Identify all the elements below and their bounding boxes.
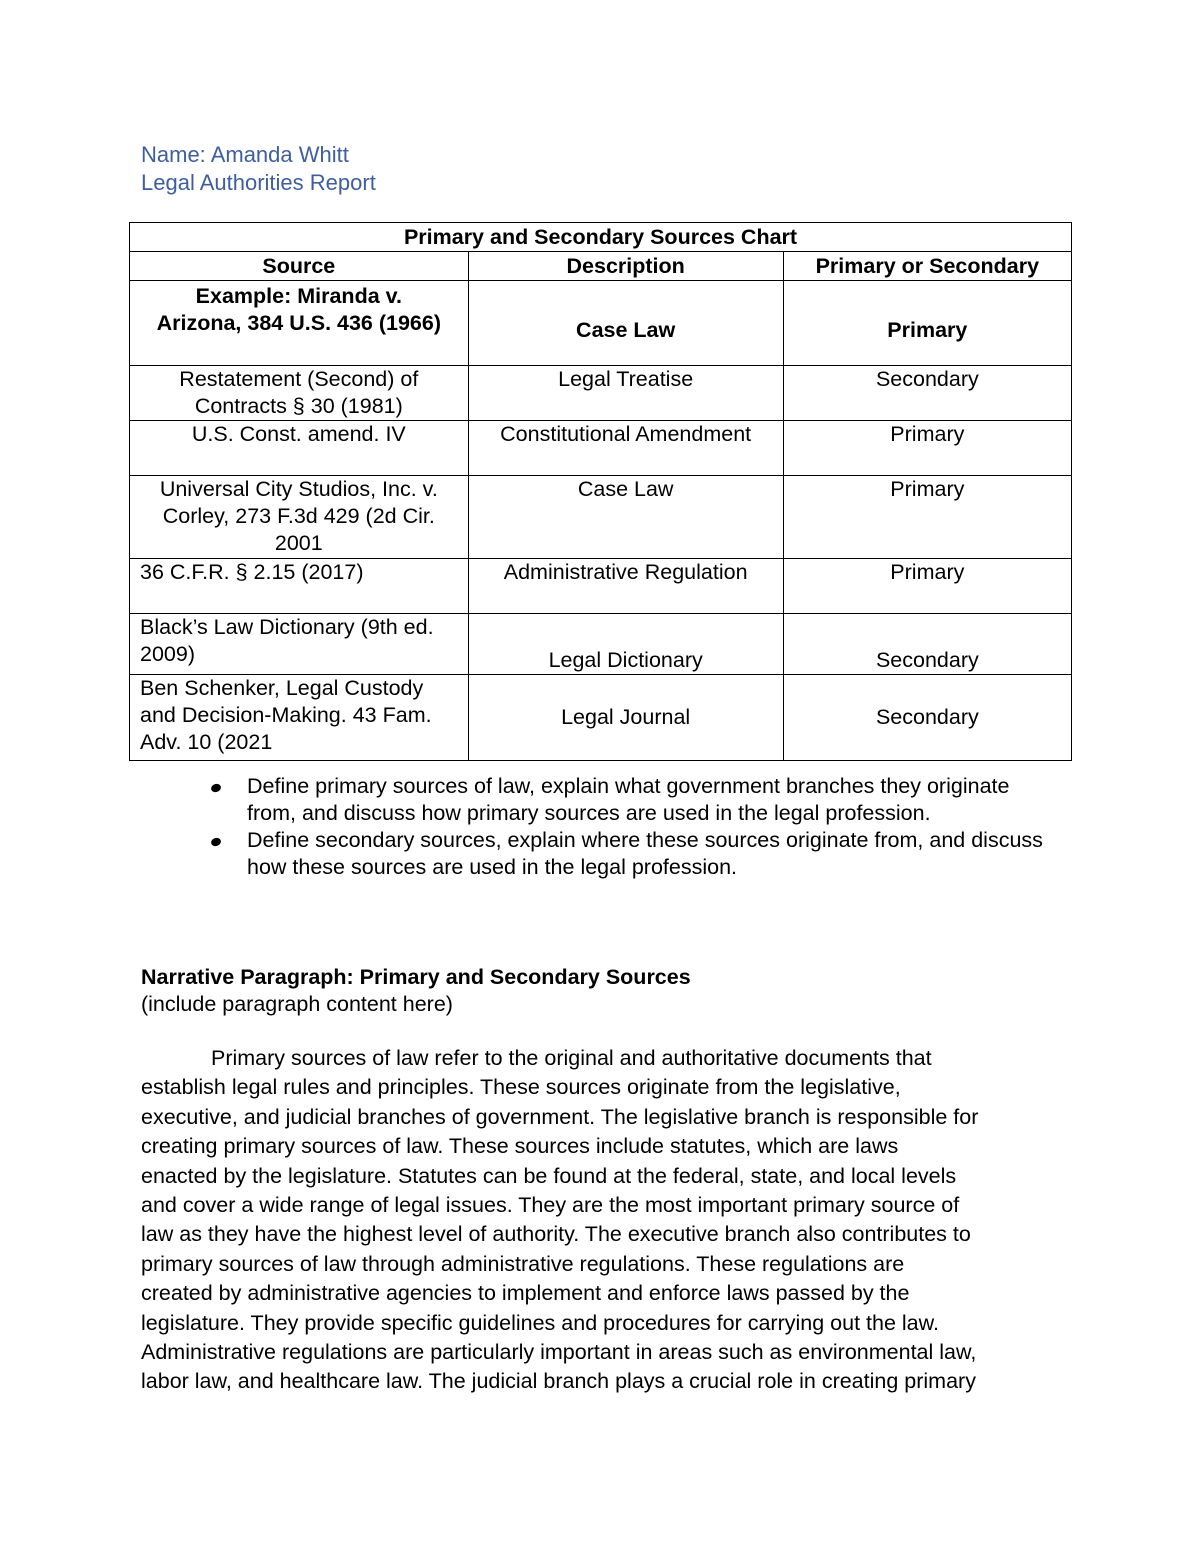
table-row [130,614,1072,675]
bullet-icon [210,837,222,848]
paragraph-line: and cover a wide range of legal issues. They are the most important primary source of [141,1193,960,1218]
row-source: 36 C.F.R. § 2.15 (2017) [130,559,469,614]
column-header-description: Description [468,252,783,281]
table-row [130,559,1072,614]
bullet-text: Define primary sources of law, explain what government branches they originate from, and discuss how primary sources are used in the legal profession. [247,774,1010,825]
row-type: Primary [783,421,1071,476]
paragraph-line: law as they have the highest level of authority. The executive branch also contributes to [141,1222,971,1247]
list-item [190,827,1050,881]
table-row [130,421,1072,476]
table-header-row [130,252,1072,281]
row-description: Administrative Regulation [468,559,783,614]
column-header-type: Primary or Secondary [783,252,1071,281]
paragraph-line: Primary sources of law refer to the original and authoritative documents that [211,1046,932,1070]
student-name: Name: Amanda Whitt [141,142,349,167]
row-description: Constitutional Amendment [468,421,783,476]
narrative-paragraph [141,1044,1066,1397]
example-type: Primary [783,281,1071,366]
row-type: Secondary [783,366,1071,421]
paragraph-line: created by administrative agencies to implement and enforce laws passed by the [141,1281,910,1306]
paragraph-line: labor law, and healthcare law. The judicial branch plays a crucial role in creating primary [141,1369,976,1394]
document-header [141,141,376,197]
narrative-heading: Narrative Paragraph: Primary and Secondary Sources [141,965,691,989]
row-source: Black’s Law Dictionary (9th ed. 2009) [130,614,469,675]
row-source: U.S. Const. amend. IV [130,421,469,476]
example-description: Case Law [468,281,783,366]
row-type: Primary [783,559,1071,614]
paragraph-line: primary sources of law through administrative regulations. These regulations are [141,1251,905,1276]
instruction-bullet-list [190,773,1050,881]
bullet-icon [210,783,222,794]
paragraph-line: enacted by the legislature. Statutes can be found at the federal, state, and local levels [141,1163,957,1188]
paragraph-line: legislature. They provide specific guidelines and procedures for carrying out the law. [141,1310,939,1335]
bullet-text: Define secondary sources, explain where these sources originate from, and discuss how these sources are used in the legal profession. [247,828,1043,879]
example-source-line2: Arizona, 384 U.S. 436 (1966) [156,311,442,335]
paragraph-line: executive, and judicial branches of government. The legislative branch is responsible for [141,1104,979,1129]
list-item [190,773,1050,827]
table-row [130,476,1072,559]
row-source: Restatement (Second) of Contracts § 30 (1981) [130,366,469,421]
report-title: Legal Authorities Report [141,170,376,195]
example-source [130,281,469,366]
table-title: Primary and Secondary Sources Chart [130,223,1072,252]
row-description: Legal Journal [468,675,783,761]
row-type: Secondary [783,675,1071,761]
column-header-source: Source [130,252,469,281]
example-row [130,281,1072,366]
table-row [130,366,1072,421]
row-description: Legal Treatise [468,366,783,421]
row-source: Universal City Studios, Inc. v. Corley, 273 F.3d 429 (2d Cir. 2001 [130,476,469,559]
row-source: Ben Schenker, Legal Custody and Decision-Making. 43 Fam. Adv. 10 (2021 [130,675,469,761]
row-type: Primary [783,476,1071,559]
paragraph-line: creating primary sources of law. These sources include statutes, which are laws [141,1134,899,1159]
row-description: Legal Dictionary [468,614,783,675]
narrative-instruction: (include paragraph content here) [141,992,453,1016]
sources-chart-table [129,222,1072,761]
row-description: Case Law [468,476,783,559]
table-row [130,675,1072,761]
row-type: Secondary [783,614,1071,675]
example-source-line1: Example: Miranda v. [195,284,402,308]
paragraph-line: establish legal rules and principles. These sources originate from the legislative, [141,1075,901,1100]
paragraph-line: Administrative regulations are particularly important in areas such as environmental law, [141,1340,977,1365]
